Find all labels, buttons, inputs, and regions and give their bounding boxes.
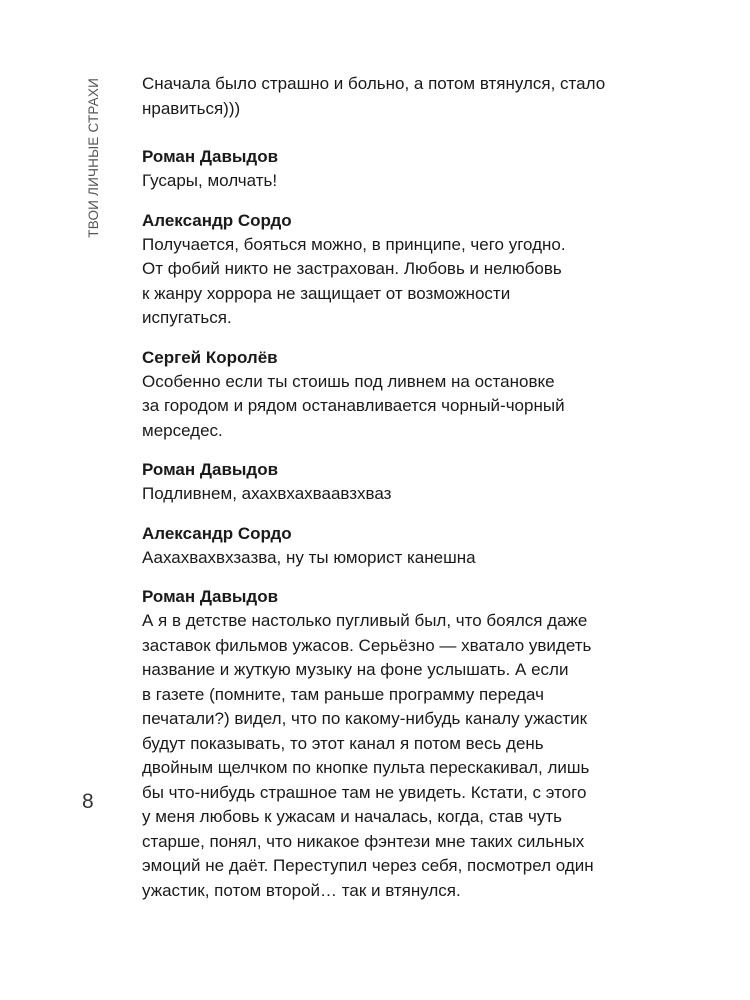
running-head-text: ТВОИ ЛИЧНЫЕ СТРАХИ	[85, 78, 101, 238]
reply-line: бы что-нибудь страшное там не увидеть. Кстати, с этого	[142, 782, 587, 802]
reply-line: Аахахвахвхзазва, ну ты юморист канешна	[142, 547, 476, 567]
reply-line: Особенно если ты стоишь под ливнем на остановке	[142, 371, 555, 391]
dialogue-entry	[142, 145, 642, 194]
reply-line: будут показывать, то этот канал я потом весь день	[142, 733, 544, 753]
speaker-name: Сергей Королёв	[142, 347, 278, 367]
intro-line: Сначала было страшно и больно, а потом втянулся, стало	[142, 74, 606, 93]
intro-line: нравиться)))	[142, 98, 241, 118]
page-number: 8	[82, 790, 94, 813]
dialogue-entry	[142, 458, 642, 507]
reply-line: испугаться.	[142, 308, 232, 327]
speaker-name: Роман Давыдов	[142, 147, 279, 166]
reply-line: у меня любовь к ужасам и началась, когда, став чуть	[142, 807, 563, 826]
reply-line: название и жуткую музыку на фоне услышать. А если	[142, 660, 569, 679]
reply-line: Получается, бояться можно, в принципе, чего угодно.	[142, 234, 566, 254]
intro-paragraph	[142, 72, 642, 121]
reply-line: ужастик, потом второй… так и втянулся.	[142, 880, 461, 900]
reply-line: Гусары, молчать!	[142, 171, 278, 190]
dialogue-entry	[142, 585, 642, 903]
speaker-name: Роман Давыдов	[142, 460, 279, 479]
speaker-name: Александр Сордо	[142, 210, 292, 230]
reply-line: мерседес.	[142, 420, 223, 440]
reply-line: в газете (помните, там раньше программу передач	[142, 684, 544, 704]
reply-line: к жанру хоррора не защищает от возможности	[142, 283, 511, 303]
dialogue-entry	[142, 522, 642, 571]
dialogue-entry	[142, 346, 642, 444]
page-body	[142, 72, 642, 918]
reply-line: двойным щелчком по кнопке пульта перескакивал, лишь	[142, 758, 590, 777]
reply-line: заставок фильмов ужасов. Серьёзно — хватало увидеть	[142, 635, 592, 655]
reply-line: А я в детстве настолько пугливый был, что боялся даже	[142, 611, 588, 630]
reply-line: От фобий никто не застрахован. Любовь и нелюбовь	[142, 259, 562, 278]
reply-line: Подливнем, ахахвхахваавзхваз	[142, 484, 392, 503]
speaker-name: Роман Давыдов	[142, 587, 279, 606]
speaker-name: Александр Сордо	[142, 523, 292, 543]
reply-line: эмоций не даёт. Переступил через себя, посмотрел один	[142, 856, 594, 875]
reply-line: печатали?) видел, что по какому-нибудь каналу ужастик	[142, 709, 588, 728]
dialogue-entry	[142, 209, 642, 331]
reply-line: за городом и рядом останавливается чорный-чорный	[142, 396, 565, 415]
reply-line: старше, понял, что никакое фэнтези мне таких сильных	[142, 831, 585, 851]
running-head	[80, 78, 106, 278]
